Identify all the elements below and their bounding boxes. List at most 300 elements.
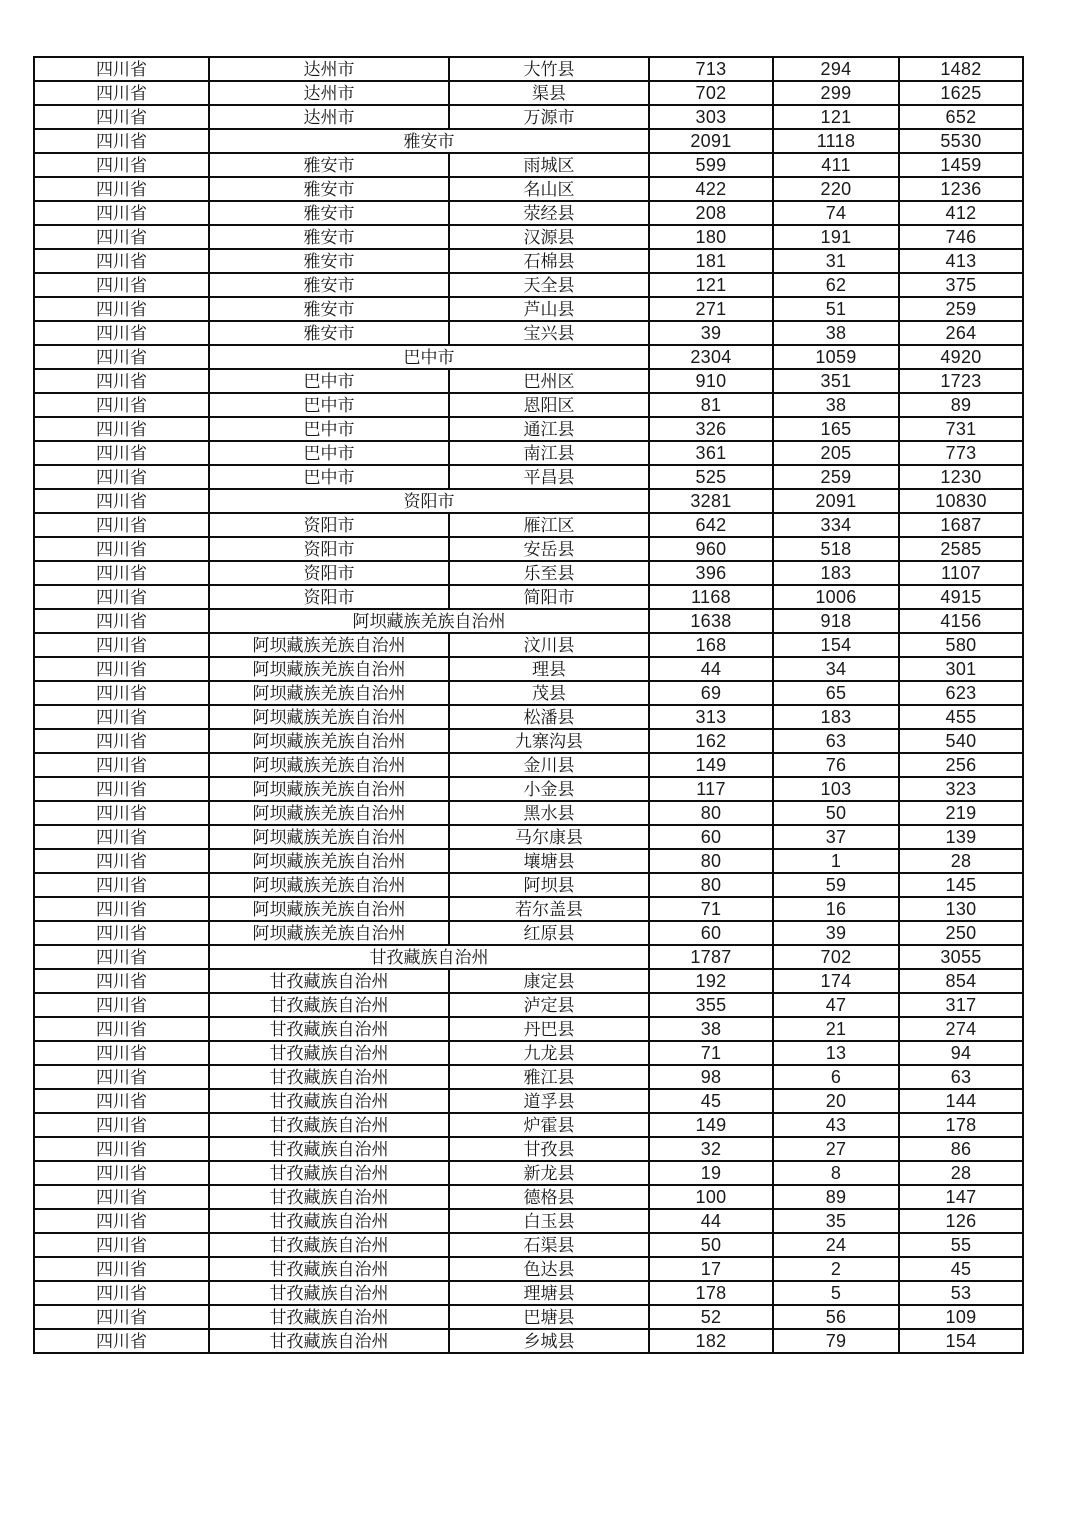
province-cell: 四川省 xyxy=(34,81,209,105)
value-cell-3: 301 xyxy=(899,657,1023,681)
province-cell: 四川省 xyxy=(34,1281,209,1305)
county-row xyxy=(34,153,1023,177)
value-cell-2: 1 xyxy=(773,849,899,873)
county-cell: 乐至县 xyxy=(449,561,649,585)
city-cell: 巴中市 xyxy=(209,369,449,393)
county-cell: 理县 xyxy=(449,657,649,681)
province-cell: 四川省 xyxy=(34,1329,209,1353)
city-merged-cell: 雅安市 xyxy=(209,129,649,153)
province-cell: 四川省 xyxy=(34,225,209,249)
city-cell: 甘孜藏族自治州 xyxy=(209,993,449,1017)
value-cell-2: 191 xyxy=(773,225,899,249)
value-cell-2: 6 xyxy=(773,1065,899,1089)
value-cell-3: 4920 xyxy=(899,345,1023,369)
county-cell: 石棉县 xyxy=(449,249,649,273)
county-cell: 道孚县 xyxy=(449,1089,649,1113)
value-cell-3: 1230 xyxy=(899,465,1023,489)
value-cell-1: 149 xyxy=(649,1113,773,1137)
value-cell-2: 13 xyxy=(773,1041,899,1065)
value-cell-2: 37 xyxy=(773,825,899,849)
value-cell-3: 53 xyxy=(899,1281,1023,1305)
value-cell-2: 65 xyxy=(773,681,899,705)
province-cell: 四川省 xyxy=(34,513,209,537)
city-merged-cell: 甘孜藏族自治州 xyxy=(209,945,649,969)
province-cell: 四川省 xyxy=(34,633,209,657)
value-cell-2: 34 xyxy=(773,657,899,681)
province-cell: 四川省 xyxy=(34,1305,209,1329)
county-cell: 宝兴县 xyxy=(449,321,649,345)
value-cell-1: 178 xyxy=(649,1281,773,1305)
county-row xyxy=(34,177,1023,201)
city-cell: 阿坝藏族羌族自治州 xyxy=(209,729,449,753)
value-cell-1: 44 xyxy=(649,1209,773,1233)
city-cell: 阿坝藏族羌族自治州 xyxy=(209,849,449,873)
value-cell-1: 192 xyxy=(649,969,773,993)
county-cell: 名山区 xyxy=(449,177,649,201)
province-cell: 四川省 xyxy=(34,849,209,873)
value-cell-2: 220 xyxy=(773,177,899,201)
value-cell-1: 32 xyxy=(649,1137,773,1161)
value-cell-1: 271 xyxy=(649,297,773,321)
city-cell: 甘孜藏族自治州 xyxy=(209,1305,449,1329)
statistics-table-container xyxy=(33,56,1024,1354)
value-cell-2: 39 xyxy=(773,921,899,945)
county-cell: 松潘县 xyxy=(449,705,649,729)
value-cell-3: 147 xyxy=(899,1185,1023,1209)
city-cell: 阿坝藏族羌族自治州 xyxy=(209,873,449,897)
city-cell: 甘孜藏族自治州 xyxy=(209,1065,449,1089)
value-cell-2: 351 xyxy=(773,369,899,393)
city-merged-cell: 巴中市 xyxy=(209,345,649,369)
county-row xyxy=(34,777,1023,801)
county-cell: 汉源县 xyxy=(449,225,649,249)
city-cell: 阿坝藏族羌族自治州 xyxy=(209,753,449,777)
value-cell-1: 100 xyxy=(649,1185,773,1209)
city-cell: 达州市 xyxy=(209,81,449,105)
value-cell-2: 76 xyxy=(773,753,899,777)
city-cell: 雅安市 xyxy=(209,177,449,201)
value-cell-1: 17 xyxy=(649,1257,773,1281)
value-cell-3: 219 xyxy=(899,801,1023,825)
city-cell: 雅安市 xyxy=(209,153,449,177)
value-cell-1: 355 xyxy=(649,993,773,1017)
province-cell: 四川省 xyxy=(34,609,209,633)
value-cell-3: 45 xyxy=(899,1257,1023,1281)
value-cell-3: 1482 xyxy=(899,57,1023,81)
table-body xyxy=(34,57,1023,1353)
province-cell: 四川省 xyxy=(34,1113,209,1137)
city-cell: 阿坝藏族羌族自治州 xyxy=(209,801,449,825)
value-cell-1: 181 xyxy=(649,249,773,273)
city-cell: 甘孜藏族自治州 xyxy=(209,1281,449,1305)
value-cell-2: 154 xyxy=(773,633,899,657)
county-cell: 石渠县 xyxy=(449,1233,649,1257)
city-cell: 达州市 xyxy=(209,57,449,81)
value-cell-1: 960 xyxy=(649,537,773,561)
province-cell: 四川省 xyxy=(34,417,209,441)
county-cell: 马尔康县 xyxy=(449,825,649,849)
province-cell: 四川省 xyxy=(34,921,209,945)
city-cell: 甘孜藏族自治州 xyxy=(209,1257,449,1281)
city-cell: 雅安市 xyxy=(209,249,449,273)
county-row xyxy=(34,1017,1023,1041)
city-cell: 资阳市 xyxy=(209,513,449,537)
value-cell-2: 1006 xyxy=(773,585,899,609)
county-row xyxy=(34,537,1023,561)
value-cell-3: 652 xyxy=(899,105,1023,129)
value-cell-3: 317 xyxy=(899,993,1023,1017)
county-row xyxy=(34,1209,1023,1233)
value-cell-2: 62 xyxy=(773,273,899,297)
province-cell: 四川省 xyxy=(34,105,209,129)
province-cell: 四川省 xyxy=(34,441,209,465)
value-cell-1: 69 xyxy=(649,681,773,705)
county-row xyxy=(34,1281,1023,1305)
value-cell-3: 28 xyxy=(899,1161,1023,1185)
city-cell: 巴中市 xyxy=(209,441,449,465)
value-cell-1: 60 xyxy=(649,921,773,945)
value-cell-3: 580 xyxy=(899,633,1023,657)
county-cell: 芦山县 xyxy=(449,297,649,321)
county-cell: 简阳市 xyxy=(449,585,649,609)
value-cell-2: 38 xyxy=(773,393,899,417)
county-cell: 康定县 xyxy=(449,969,649,993)
province-cell: 四川省 xyxy=(34,1089,209,1113)
value-cell-1: 702 xyxy=(649,81,773,105)
county-row xyxy=(34,57,1023,81)
value-cell-3: 94 xyxy=(899,1041,1023,1065)
value-cell-3: 63 xyxy=(899,1065,1023,1089)
value-cell-3: 130 xyxy=(899,897,1023,921)
county-cell: 理塘县 xyxy=(449,1281,649,1305)
value-cell-1: 422 xyxy=(649,177,773,201)
county-cell: 白玉县 xyxy=(449,1209,649,1233)
province-cell: 四川省 xyxy=(34,753,209,777)
county-row xyxy=(34,201,1023,225)
value-cell-3: 731 xyxy=(899,417,1023,441)
county-cell: 万源市 xyxy=(449,105,649,129)
city-cell: 甘孜藏族自治州 xyxy=(209,1113,449,1137)
county-cell: 乡城县 xyxy=(449,1329,649,1353)
value-cell-1: 1787 xyxy=(649,945,773,969)
value-cell-1: 38 xyxy=(649,1017,773,1041)
value-cell-2: 24 xyxy=(773,1233,899,1257)
province-cell: 四川省 xyxy=(34,561,209,585)
value-cell-3: 86 xyxy=(899,1137,1023,1161)
province-cell: 四川省 xyxy=(34,1017,209,1041)
city-cell: 阿坝藏族羌族自治州 xyxy=(209,825,449,849)
value-cell-3: 746 xyxy=(899,225,1023,249)
value-cell-3: 28 xyxy=(899,849,1023,873)
city-cell: 资阳市 xyxy=(209,561,449,585)
county-row xyxy=(34,249,1023,273)
city-cell: 巴中市 xyxy=(209,465,449,489)
city-cell: 甘孜藏族自治州 xyxy=(209,1329,449,1353)
city-cell: 阿坝藏族羌族自治州 xyxy=(209,681,449,705)
value-cell-1: 121 xyxy=(649,273,773,297)
county-row xyxy=(34,1137,1023,1161)
value-cell-2: 5 xyxy=(773,1281,899,1305)
province-cell: 四川省 xyxy=(34,681,209,705)
county-cell: 壤塘县 xyxy=(449,849,649,873)
province-cell: 四川省 xyxy=(34,1161,209,1185)
county-cell: 九寨沟县 xyxy=(449,729,649,753)
value-cell-2: 79 xyxy=(773,1329,899,1353)
value-cell-1: 80 xyxy=(649,849,773,873)
county-cell: 甘孜县 xyxy=(449,1137,649,1161)
value-cell-2: 2 xyxy=(773,1257,899,1281)
value-cell-3: 412 xyxy=(899,201,1023,225)
county-cell: 金川县 xyxy=(449,753,649,777)
county-cell: 巴州区 xyxy=(449,369,649,393)
value-cell-1: 168 xyxy=(649,633,773,657)
value-cell-3: 1459 xyxy=(899,153,1023,177)
value-cell-2: 20 xyxy=(773,1089,899,1113)
county-cell: 丹巴县 xyxy=(449,1017,649,1041)
value-cell-2: 56 xyxy=(773,1305,899,1329)
value-cell-3: 145 xyxy=(899,873,1023,897)
value-cell-3: 5530 xyxy=(899,129,1023,153)
city-cell: 巴中市 xyxy=(209,417,449,441)
county-cell: 南江县 xyxy=(449,441,649,465)
value-cell-3: 109 xyxy=(899,1305,1023,1329)
city-cell: 阿坝藏族羌族自治州 xyxy=(209,777,449,801)
province-cell: 四川省 xyxy=(34,249,209,273)
county-cell: 雨城区 xyxy=(449,153,649,177)
value-cell-1: 71 xyxy=(649,897,773,921)
county-row xyxy=(34,969,1023,993)
city-cell: 甘孜藏族自治州 xyxy=(209,1017,449,1041)
city-cell: 甘孜藏族自治州 xyxy=(209,969,449,993)
county-row xyxy=(34,657,1023,681)
county-row xyxy=(34,921,1023,945)
county-row xyxy=(34,441,1023,465)
value-cell-2: 183 xyxy=(773,561,899,585)
value-cell-1: 525 xyxy=(649,465,773,489)
province-cell: 四川省 xyxy=(34,393,209,417)
county-cell: 小金县 xyxy=(449,777,649,801)
county-row xyxy=(34,465,1023,489)
province-cell: 四川省 xyxy=(34,1185,209,1209)
county-row xyxy=(34,681,1023,705)
city-cell: 阿坝藏族羌族自治州 xyxy=(209,633,449,657)
province-cell: 四川省 xyxy=(34,801,209,825)
value-cell-2: 89 xyxy=(773,1185,899,1209)
value-cell-2: 1059 xyxy=(773,345,899,369)
value-cell-2: 74 xyxy=(773,201,899,225)
county-cell: 渠县 xyxy=(449,81,649,105)
county-cell: 平昌县 xyxy=(449,465,649,489)
value-cell-3: 1723 xyxy=(899,369,1023,393)
value-cell-1: 44 xyxy=(649,657,773,681)
value-cell-2: 8 xyxy=(773,1161,899,1185)
county-row xyxy=(34,561,1023,585)
city-total-row xyxy=(34,609,1023,633)
value-cell-1: 1638 xyxy=(649,609,773,633)
value-cell-1: 2304 xyxy=(649,345,773,369)
value-cell-2: 411 xyxy=(773,153,899,177)
county-row xyxy=(34,849,1023,873)
value-cell-2: 165 xyxy=(773,417,899,441)
county-cell: 炉霍县 xyxy=(449,1113,649,1137)
value-cell-1: 52 xyxy=(649,1305,773,1329)
city-cell: 资阳市 xyxy=(209,585,449,609)
county-row xyxy=(34,873,1023,897)
value-cell-2: 183 xyxy=(773,705,899,729)
value-cell-1: 361 xyxy=(649,441,773,465)
county-cell: 若尔盖县 xyxy=(449,897,649,921)
province-cell: 四川省 xyxy=(34,1041,209,1065)
province-cell: 四川省 xyxy=(34,729,209,753)
value-cell-2: 35 xyxy=(773,1209,899,1233)
county-row xyxy=(34,369,1023,393)
county-cell: 泸定县 xyxy=(449,993,649,1017)
province-cell: 四川省 xyxy=(34,825,209,849)
city-total-row xyxy=(34,345,1023,369)
province-cell: 四川省 xyxy=(34,153,209,177)
value-cell-2: 259 xyxy=(773,465,899,489)
county-row xyxy=(34,1041,1023,1065)
county-cell: 大竹县 xyxy=(449,57,649,81)
province-cell: 四川省 xyxy=(34,657,209,681)
value-cell-2: 702 xyxy=(773,945,899,969)
province-cell: 四川省 xyxy=(34,57,209,81)
value-cell-3: 540 xyxy=(899,729,1023,753)
value-cell-1: 39 xyxy=(649,321,773,345)
value-cell-3: 256 xyxy=(899,753,1023,777)
county-row xyxy=(34,1065,1023,1089)
value-cell-2: 50 xyxy=(773,801,899,825)
city-total-row xyxy=(34,489,1023,513)
value-cell-3: 55 xyxy=(899,1233,1023,1257)
city-cell: 甘孜藏族自治州 xyxy=(209,1209,449,1233)
value-cell-1: 208 xyxy=(649,201,773,225)
county-row xyxy=(34,1233,1023,1257)
value-cell-2: 121 xyxy=(773,105,899,129)
value-cell-1: 71 xyxy=(649,1041,773,1065)
value-cell-3: 455 xyxy=(899,705,1023,729)
province-cell: 四川省 xyxy=(34,1209,209,1233)
value-cell-1: 642 xyxy=(649,513,773,537)
county-row xyxy=(34,273,1023,297)
value-cell-3: 773 xyxy=(899,441,1023,465)
county-row xyxy=(34,1257,1023,1281)
value-cell-3: 854 xyxy=(899,969,1023,993)
county-cell: 德格县 xyxy=(449,1185,649,1209)
value-cell-3: 274 xyxy=(899,1017,1023,1041)
value-cell-2: 518 xyxy=(773,537,899,561)
value-cell-3: 323 xyxy=(899,777,1023,801)
county-cell: 荥经县 xyxy=(449,201,649,225)
city-cell: 阿坝藏族羌族自治州 xyxy=(209,921,449,945)
value-cell-3: 126 xyxy=(899,1209,1023,1233)
city-cell: 阿坝藏族羌族自治州 xyxy=(209,897,449,921)
value-cell-2: 2091 xyxy=(773,489,899,513)
value-cell-3: 154 xyxy=(899,1329,1023,1353)
value-cell-1: 45 xyxy=(649,1089,773,1113)
value-cell-3: 4156 xyxy=(899,609,1023,633)
value-cell-1: 326 xyxy=(649,417,773,441)
province-cell: 四川省 xyxy=(34,201,209,225)
county-row xyxy=(34,393,1023,417)
value-cell-1: 910 xyxy=(649,369,773,393)
county-row xyxy=(34,753,1023,777)
value-cell-2: 334 xyxy=(773,513,899,537)
city-cell: 甘孜藏族自治州 xyxy=(209,1041,449,1065)
value-cell-2: 1118 xyxy=(773,129,899,153)
city-cell: 巴中市 xyxy=(209,393,449,417)
province-cell: 四川省 xyxy=(34,345,209,369)
province-cell: 四川省 xyxy=(34,1233,209,1257)
province-cell: 四川省 xyxy=(34,465,209,489)
value-cell-3: 259 xyxy=(899,297,1023,321)
county-cell: 恩阳区 xyxy=(449,393,649,417)
province-cell: 四川省 xyxy=(34,897,209,921)
city-cell: 雅安市 xyxy=(209,225,449,249)
value-cell-1: 162 xyxy=(649,729,773,753)
city-cell: 甘孜藏族自治州 xyxy=(209,1161,449,1185)
county-row xyxy=(34,417,1023,441)
value-cell-3: 144 xyxy=(899,1089,1023,1113)
value-cell-2: 205 xyxy=(773,441,899,465)
value-cell-3: 1236 xyxy=(899,177,1023,201)
city-cell: 雅安市 xyxy=(209,273,449,297)
value-cell-3: 89 xyxy=(899,393,1023,417)
county-cell: 通江县 xyxy=(449,417,649,441)
county-row xyxy=(34,729,1023,753)
value-cell-3: 413 xyxy=(899,249,1023,273)
county-row xyxy=(34,897,1023,921)
province-cell: 四川省 xyxy=(34,177,209,201)
county-cell: 天全县 xyxy=(449,273,649,297)
county-cell: 安岳县 xyxy=(449,537,649,561)
value-cell-3: 178 xyxy=(899,1113,1023,1137)
county-row xyxy=(34,801,1023,825)
city-cell: 雅安市 xyxy=(209,297,449,321)
county-cell: 色达县 xyxy=(449,1257,649,1281)
province-cell: 四川省 xyxy=(34,585,209,609)
value-cell-2: 59 xyxy=(773,873,899,897)
value-cell-3: 10830 xyxy=(899,489,1023,513)
county-row xyxy=(34,585,1023,609)
value-cell-3: 1107 xyxy=(899,561,1023,585)
city-cell: 资阳市 xyxy=(209,537,449,561)
city-total-row xyxy=(34,129,1023,153)
city-cell: 雅安市 xyxy=(209,321,449,345)
value-cell-2: 43 xyxy=(773,1113,899,1137)
value-cell-1: 149 xyxy=(649,753,773,777)
value-cell-1: 713 xyxy=(649,57,773,81)
county-row xyxy=(34,993,1023,1017)
value-cell-2: 103 xyxy=(773,777,899,801)
province-cell: 四川省 xyxy=(34,129,209,153)
value-cell-3: 623 xyxy=(899,681,1023,705)
value-cell-2: 174 xyxy=(773,969,899,993)
province-cell: 四川省 xyxy=(34,1065,209,1089)
value-cell-2: 294 xyxy=(773,57,899,81)
city-cell: 阿坝藏族羌族自治州 xyxy=(209,705,449,729)
value-cell-3: 1687 xyxy=(899,513,1023,537)
county-cell: 茂县 xyxy=(449,681,649,705)
county-row xyxy=(34,1113,1023,1137)
county-cell: 汶川县 xyxy=(449,633,649,657)
value-cell-3: 2585 xyxy=(899,537,1023,561)
city-cell: 阿坝藏族羌族自治州 xyxy=(209,657,449,681)
value-cell-1: 1168 xyxy=(649,585,773,609)
province-cell: 四川省 xyxy=(34,1137,209,1161)
value-cell-2: 16 xyxy=(773,897,899,921)
city-cell: 甘孜藏族自治州 xyxy=(209,1137,449,1161)
